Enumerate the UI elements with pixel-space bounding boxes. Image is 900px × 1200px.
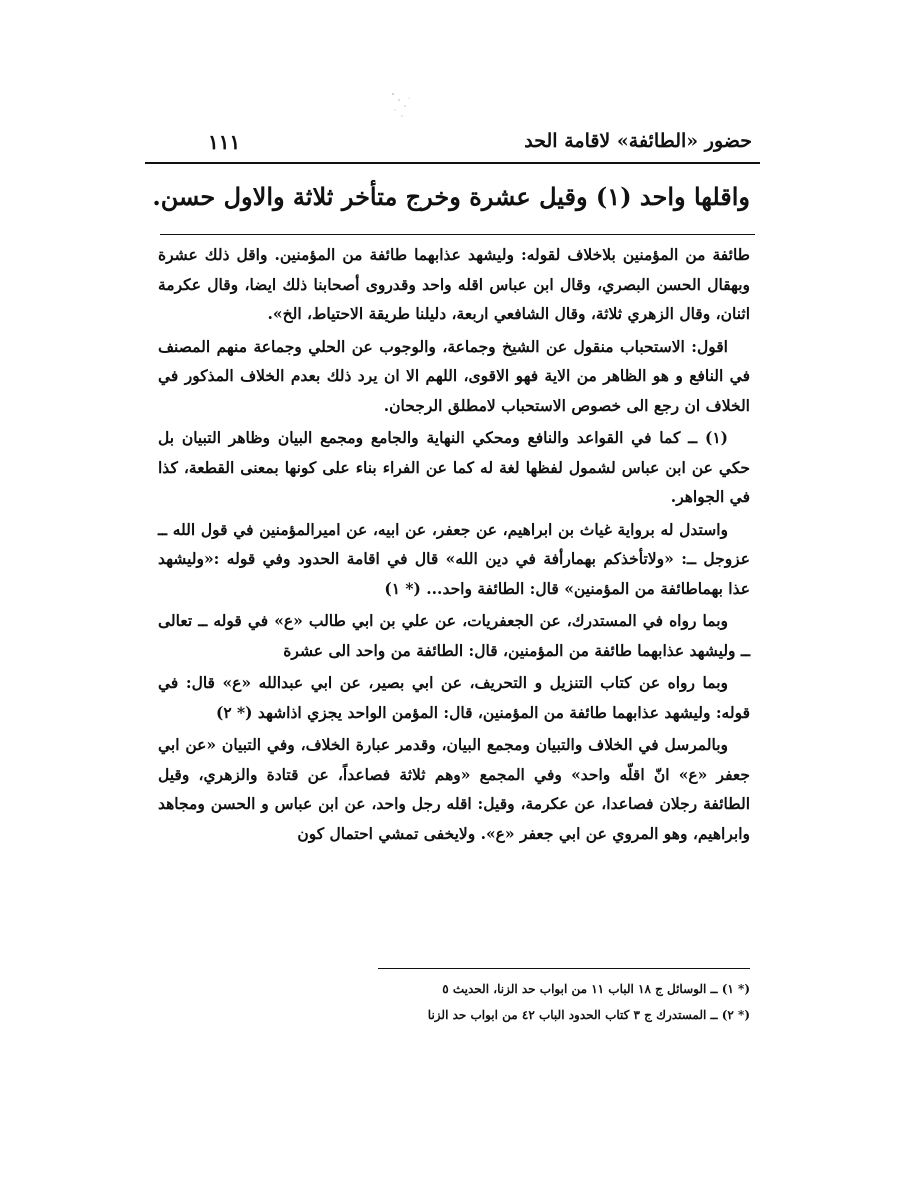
- verse-divider: [160, 234, 755, 235]
- footnotes: [300, 976, 750, 1028]
- footnote: (* ٢) ــ المستدرك ج ٣ كتاب الحدود الباب ٤٢ من ابواب حد الزنا: [427, 1008, 750, 1022]
- page-header: [148, 126, 752, 160]
- paragraph: (١) ــ كما في القواعد والنافع ومحكي النهاية والجامع ومجمع البيان وظاهر التبيان بل حكي عن ابن عباس لشمول لفظها لغة له كما عن الفراء بناء على كونها بمعنى القطعة، كذا في الجواهر.: [158, 428, 750, 506]
- paragraph: اقول: الاستحباب منقول عن الشيخ وجماعة، والوجوب عن الحلي وجماعة منهم المصنف في النافع و هو الظاهر من الاية فهو الاقوى، اللهم الا ان يرد ذلك بعدم الخلاف المذكور في الخلاف ان رجع الى خصوص الاستحباب لامطلق الرجحان.: [158, 336, 750, 415]
- footnote: (* ١) ــ الوسائل ج ١٨ الباب ١١ من ابواب حد الزنا، الحديث ٥: [442, 982, 750, 996]
- header-divider: [145, 162, 760, 164]
- running-title: حضور «الطائفة» لاقامة الحد: [524, 130, 752, 152]
- paragraph: طائفة من المؤمنين بلاخلاف لقوله: وليشهد عذابهما طائفة من المؤمنين. واقل ذلك عشرة وبهقال الحسن البصري، وقال ابن عباس اقله واحد وقدروى أصحابنا ذلك ايضا، وقال عكرمة اثنان، وقال الزهري ثلاثة، وقال الشافعي اربعة، دليلنا طريقة الاحتياط، الخ».: [158, 245, 750, 323]
- paragraph: وبما رواه عن كتاب التنزيل و التحريف، عن ابي بصير، عن ابي عبدالله «ع» قال: في قوله: وليشهد عذابهما طائفة من المؤمنين، قال: المؤمن الواحد يجزي اذاشهد (* ٢): [158, 673, 750, 722]
- body-text: [158, 240, 750, 851]
- scan-specks: [385, 88, 425, 128]
- verse-line: واقلها واحد (١) وقيل عشرة وخرج متأخر ثلاثة والاول حسن.: [152, 182, 750, 211]
- page-number: ١١١: [208, 130, 241, 154]
- paragraph: وبما رواه في المستدرك، عن الجعفريات، عن علي بن ابي طالب «ع» في قوله ــ تعالى ــ وليشهد عذابهما طائفة من المؤمنين، قال: الطائفة من واحد الى عشرة: [158, 611, 750, 660]
- paragraph: واستدل له برواية غياث بن ابراهيم، عن جعفر، عن ابيه، عن اميرالمؤمنين في قول الله ــ عزوجل ــ: «ولاتأخذكم بهمارأفة في دين الله» قال في اقامة الحدود وفي قوله :«وليشهد عذا بهماطائفة من المؤمنين» قال: الطائفة واحد... (* ١): [158, 519, 750, 598]
- footnote-divider: [378, 968, 750, 969]
- paragraph: وبالمرسل في الخلاف والتبيان ومجمع البيان، وقدمر عبارة الخلاف، وفي التبيان «عن ابي جعفر «ع» انّ اقلّه واحد» وفي المجمع «وهم ثلاثة فصاعداً، عن قتادة والزهري، وقيل الطائفة رجلان فصاعدا، عن عكرمة، وقيل: اقله رجل واحد، عن ابن عباس و الحسن ومجاهد وابراهيم، وهو المروي عن ابي جعفر «ع». ولايخفى تمشي احتمال كون: [158, 735, 750, 843]
